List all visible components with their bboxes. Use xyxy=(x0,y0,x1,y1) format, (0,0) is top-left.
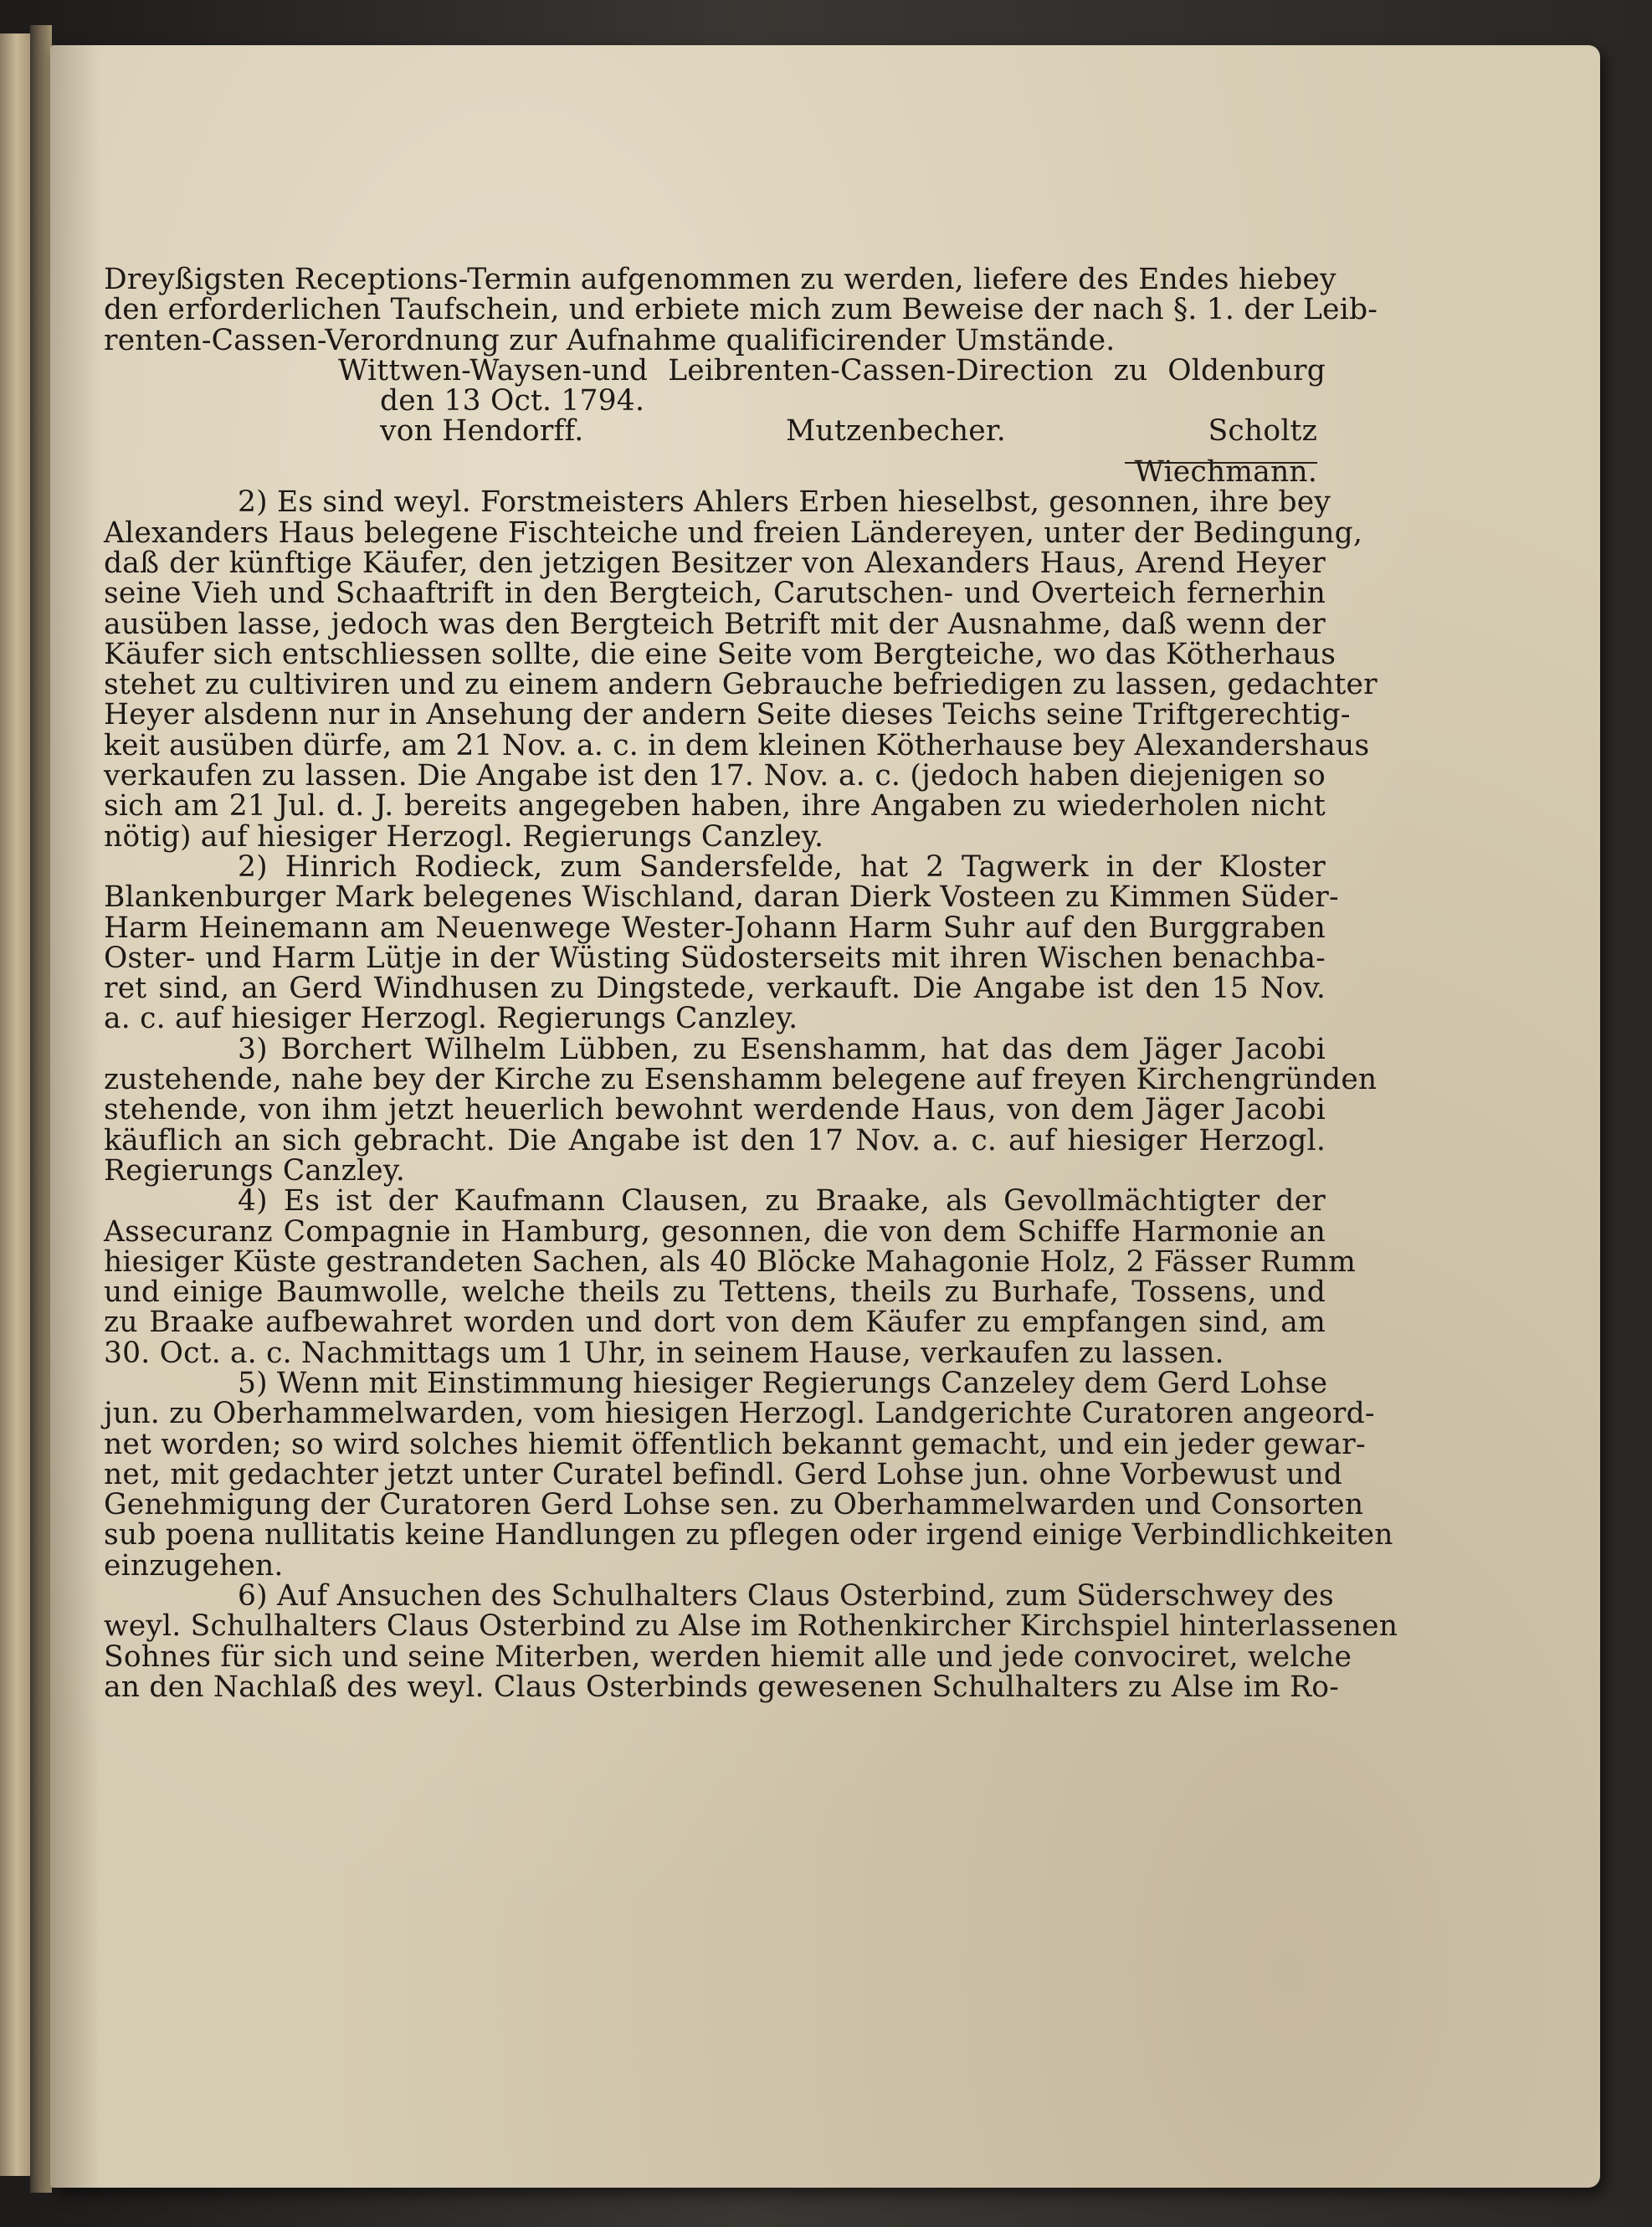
text-line: Genehmigung der Curatoren Gerd Lohse sen. zu Oberhammelwarden und Consorten xyxy=(104,1488,1364,1522)
paragraph xyxy=(104,849,1339,1036)
text-line: Wittwen-Waysen-und Leibrenten-Cassen-Direction zu Oldenburg xyxy=(338,353,1326,387)
text-line: daß der künftige Käufer, den jetzigen Besitzer von Alexanders Haus, Arend Heyer xyxy=(104,546,1326,580)
text-line: seine Vieh und Schaaftrift in den Bergteich, Carutschen- und Overteich fernerhin xyxy=(104,577,1326,611)
text-line: keit ausüben dürfe, am 21 Nov. a. c. in dem kleinen Kötherhause bey Alexandershaus xyxy=(104,728,1370,762)
paragraph xyxy=(104,1366,1393,1583)
text-line: an den Nachlaß des weyl. Claus Osterbinds gewesenen Schulhalters zu Alse im Ro- xyxy=(104,1670,1340,1704)
paragraph xyxy=(104,485,1378,854)
text-line: jun. zu Oberhammelwarden, vom hiesigen Herzogl. Landgerichte Curatoren angeord- xyxy=(104,1397,1375,1431)
text-line: renten-Cassen-Verordnung zur Aufnahme qualificirender Umstände. xyxy=(104,323,1116,357)
text-line: Regierungs Canzley. xyxy=(104,1153,406,1188)
text-line: 4) Es ist der Kaufmann Clausen, zu Braake, als Gevollmächtigter der xyxy=(238,1184,1326,1219)
text-line: Dreyßigsten Receptions-Termin aufgenommen zu werden, liefere des Endes hiebey xyxy=(104,263,1336,296)
text-line: Oster- und Harm Lütje in der Wüsting Südosterseits mit ihren Wischen benachba- xyxy=(104,941,1326,975)
text-line: sich am 21 Jul. d. J. bereits angegeben haben, ihre Angaben zu wiederholen nicht xyxy=(104,789,1326,824)
text-line: sub poena nullitatis keine Handlungen zu pflegen oder irgend einige Verbindlichkeiten xyxy=(104,1518,1393,1552)
text-line: Harm Heinemann am Neuenwege Wester-Johann Harm Suhr auf den Burggraben xyxy=(104,911,1326,945)
paragraphs xyxy=(104,485,1398,1704)
text-line: stehende, von ihm jetzt heuerlich bewohnt werdende Haus, von dem Jäger Jacobi xyxy=(104,1093,1326,1127)
text-line: Käufer sich entschliessen sollte, die eine Seite vom Bergteiche, wo das Kötherhaus xyxy=(104,637,1336,671)
signature-4: Wiechmann. xyxy=(1134,455,1317,490)
text-line: a. c. auf hiesiger Herzogl. Regierungs Canzley. xyxy=(104,1002,798,1036)
text-line: nötig) auf hiesiger Herzogl. Regierungs Canzley. xyxy=(104,819,824,854)
text-line: 5) Wenn mit Einstimmung hiesiger Regierungs Canzeley dem Gerd Lohse xyxy=(238,1366,1328,1400)
text-line: weyl. Schulhalters Claus Osterbind zu Alse im Rothenkircher Kirchspiel hinterlassenen xyxy=(104,1609,1398,1644)
text-line: Alexanders Haus belegene Fischteiche und freien Ländereyen, unter der Bedingung, xyxy=(104,516,1363,550)
text-line: 3) Borchert Wilhelm Lübben, zu Esenshamm, hat das dem Jäger Jacobi xyxy=(238,1032,1326,1066)
signature-3: Scholtz xyxy=(1208,414,1317,449)
text-line: Blankenburger Mark belegenes Wischland, daran Dierk Vosteen zu Kimmen Süder- xyxy=(104,880,1339,915)
text-line: verkaufen zu lassen. Die Angabe ist den 17. Nov. a. c. (jedoch haben diejenigen so xyxy=(104,759,1326,793)
paragraph xyxy=(104,1032,1378,1188)
text-line: Sohnes für sich und seine Miterben, werden hiemit alle und jede convociret, welche xyxy=(104,1639,1352,1674)
text-line: net, mit gedachter jetzt unter Curatel befindl. Gerd Lohse jun. ohne Vorbewust und xyxy=(104,1457,1343,1491)
text-line: einzugehen. xyxy=(104,1548,284,1583)
date-line: den 13 Oct. 1794. xyxy=(380,384,645,418)
text-line: ret sind, an Gerd Windhusen zu Dingstede, verkauft. Die Angabe ist den 15 Nov. xyxy=(104,972,1326,1006)
paragraph xyxy=(104,1184,1357,1370)
text-line: 30. Oct. a. c. Nachmittags um 1 Uhr, in seinem Hause, verkaufen zu lassen. xyxy=(104,1336,1224,1370)
text-line: zustehende, nahe bey der Kirche zu Esenshamm belegene auf freyen Kirchengründen xyxy=(104,1063,1378,1097)
text-line: zu Braake aufbewahret worden und dort von dem Käufer zu empfangen sind, am xyxy=(104,1306,1326,1340)
text-line: 2) Es sind weyl. Forstmeisters Ahlers Erben hieselbst, gesonnen, ihre bey xyxy=(238,485,1331,520)
paragraph xyxy=(104,1579,1398,1704)
page-text xyxy=(104,263,1398,1704)
document-page xyxy=(50,45,1600,2188)
signature-2: Mutzenbecher. xyxy=(786,414,1006,449)
text-line: ausüben lasse, jedoch was den Bergteich Betrift mit der Ausnahme, daß wenn der xyxy=(104,607,1326,641)
signature-rule xyxy=(104,447,1326,477)
text-line: den erforderlichen Taufschein, und erbiete mich zum Beweise der nach §. 1. der Leib- xyxy=(104,293,1378,327)
signature-line xyxy=(104,414,1326,449)
signature-1: von Hendorff. xyxy=(380,414,584,449)
text-line: Assecuranz Compagnie in Hamburg, gesonnen, die von dem Schiffe Harmonie an xyxy=(104,1214,1326,1249)
text-line: 6) Auf Ansuchen des Schulhalters Claus Osterbind, zum Süderschwey des xyxy=(238,1579,1334,1614)
text-line: Heyer alsdenn nur in Ansehung der andern Seite dieses Teichs seine Triftgerechtig- xyxy=(104,698,1351,732)
text-line: stehet zu cultiviren und zu einem andern Gebrauche befriedigen zu lassen, gedachter xyxy=(104,668,1378,702)
text-line: 2) Hinrich Rodieck, zum Sandersfelde, hat 2 Tagwerk in der Kloster xyxy=(238,849,1326,884)
book-gutter xyxy=(30,25,52,2193)
text-line: hiesiger Küste gestrandeten Sachen, als 40 Blöcke Mahagonie Holz, 2 Fässer Rumm xyxy=(104,1244,1357,1279)
left-page-edge xyxy=(0,33,31,2176)
text-line: und einige Baumwolle, welche theils zu Tettens, theils zu Burhafe, Tossens, und xyxy=(104,1275,1326,1310)
text-line: käuflich an sich gebracht. Die Angabe ist den 17 Nov. a. c. auf hiesiger Herzogl. xyxy=(104,1123,1326,1157)
text-line: net worden; so wird solches hiemit öffentlich bekannt gemacht, und ein jeder gewar- xyxy=(104,1427,1366,1461)
